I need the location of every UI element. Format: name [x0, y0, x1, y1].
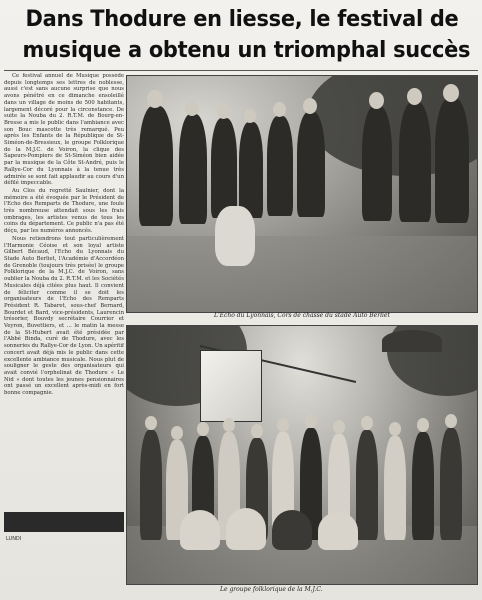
headline-line-1: Dans Thodure en liesse, le festival de — [25, 6, 459, 32]
figure-head — [369, 92, 384, 109]
figure-head — [185, 100, 199, 116]
article-paragraph-3: Nous retiendrons tout particulièrement l'Harmonie Céoise et son loyal artiste Gilbert Bécaud, l'Echo du Lyonnais du Stade Auto Berliet, l'Académie d'Accordéon de Grenoble (toujours très prisée) le groupe Folklorique de la M.J.C. de Voiron, sans oublier la Nouba du 2. R.T.M. et les Sociétés Musicales déjà citées plus haut. Il convient de féliciter comme il se doit les organisateurs de l'Echo des Remparts Président R. Tabaret, sous-chef Bernard, Bourdet et Bard, vice-présidents, Laurencin trésorier, Bouvdy secrétaire Courrier et Veyron, Buvettiers, et ... le matin la messe de la St-Hubert avait été présidée par l'Abbé Binda, curé de Thodure, avec les sonneries du Rallye-Cor de Lyon. Un apéritif concert avait déjà mis le public dans cette excellente ambiance musicale. Nous plut de souligner le geste des organisateurs qui avait convié l'orphelinat de Thodure « Le Nid » dont toutes les jeunes pensionnaires ont passé un excellent après-midi en fort bonne compagnie. — [4, 235, 124, 397]
figure-horn-player — [211, 118, 237, 218]
article-paragraph-2: Au Clos du regretté Saulnier, dont la mémoire a été évoquée par le Président de l'Echo des Remparts de Thodure, une foule très nombreuse attendait sous les frais ombrages, les artistes venus de tous les coins du département. Ce public n'a pas été déçu, par les numéros annoncés. — [4, 187, 124, 235]
figure-head — [145, 416, 157, 430]
figure-seated — [318, 512, 358, 550]
figure-group-member — [412, 432, 434, 540]
figure-head — [333, 420, 345, 434]
figure-head — [303, 98, 317, 114]
figure-horn-player — [179, 114, 207, 224]
photo-horn-players — [126, 75, 478, 313]
figure-horn-player — [362, 106, 392, 221]
figure-head — [407, 88, 422, 105]
figure-head — [223, 418, 235, 432]
figure-head — [217, 104, 230, 119]
figure-head — [244, 109, 256, 123]
figure-horn-player — [435, 98, 469, 223]
photo1-caption: L'Echo du Lyonnais, Cors de chasse du stade Auto Berliet — [214, 312, 390, 319]
figure-head — [171, 426, 183, 440]
figure-head — [445, 414, 457, 428]
figure-head — [443, 84, 459, 102]
figure-head — [277, 418, 289, 432]
article-column — [4, 73, 124, 513]
figure-head — [273, 102, 286, 117]
figure-group-member — [140, 430, 162, 540]
figure-head — [361, 416, 373, 430]
figure-group-member — [356, 430, 378, 540]
figure-seated — [226, 508, 266, 550]
article-paragraph-1: Ce festival annuel de Musique possède depuis longtemps ses lettres de noblesse, aussi c'est sans aucune surprise que nous avons pénétré en ce dimanche ensoleillé dans un village de moins de 500 habitants, largement décoré pour la circonstance. De suite la Nouba du 2. R.T.M. de Bourg-en-Bresse a mis le public dans l'ambiance avec son Bouc mascotte très remarqué. Peu après les Enfants de la République de St-Siméon-de-Bressieux, le groupe Folklorique de la M.J.C. de Voiron, la clique des Sapeurs-Pompiers de St-Siméon bien aidée par la musique de la Côte St-André, puis le Rallye-Cor du Lyonnais à la tenue très admirée se sont fait applaudir au cours d'un défilé impeccable. — [4, 73, 124, 187]
figure-head — [147, 90, 163, 108]
figure-head — [197, 422, 209, 436]
photo-ground — [127, 236, 477, 312]
day-label: LUNDI — [6, 536, 22, 542]
goat-mascot — [215, 206, 255, 266]
figure-head — [305, 414, 317, 428]
figure-head — [389, 422, 401, 436]
photo2-caption: Le groupe folklorique de la M.J.C. — [220, 586, 323, 593]
umbrella — [382, 330, 442, 352]
figure-group-member — [384, 436, 406, 540]
figure-head — [251, 424, 263, 438]
figure-horn-player — [297, 112, 325, 217]
headline-line-2: musique a obtenu un triomphal succès — [22, 37, 471, 63]
banner-flag — [200, 350, 262, 422]
figure-seated — [272, 510, 312, 550]
figure-head — [417, 418, 429, 432]
figure-seated — [180, 510, 220, 550]
figure-horn-player — [139, 106, 173, 226]
figure-horn-player — [239, 122, 263, 218]
headline-divider — [4, 70, 478, 71]
headline — [22, 4, 471, 66]
figure-group-member — [440, 428, 462, 540]
figure-horn-player — [267, 116, 293, 216]
cut-masthead-fragment — [4, 512, 124, 532]
figure-horn-player — [399, 102, 431, 222]
